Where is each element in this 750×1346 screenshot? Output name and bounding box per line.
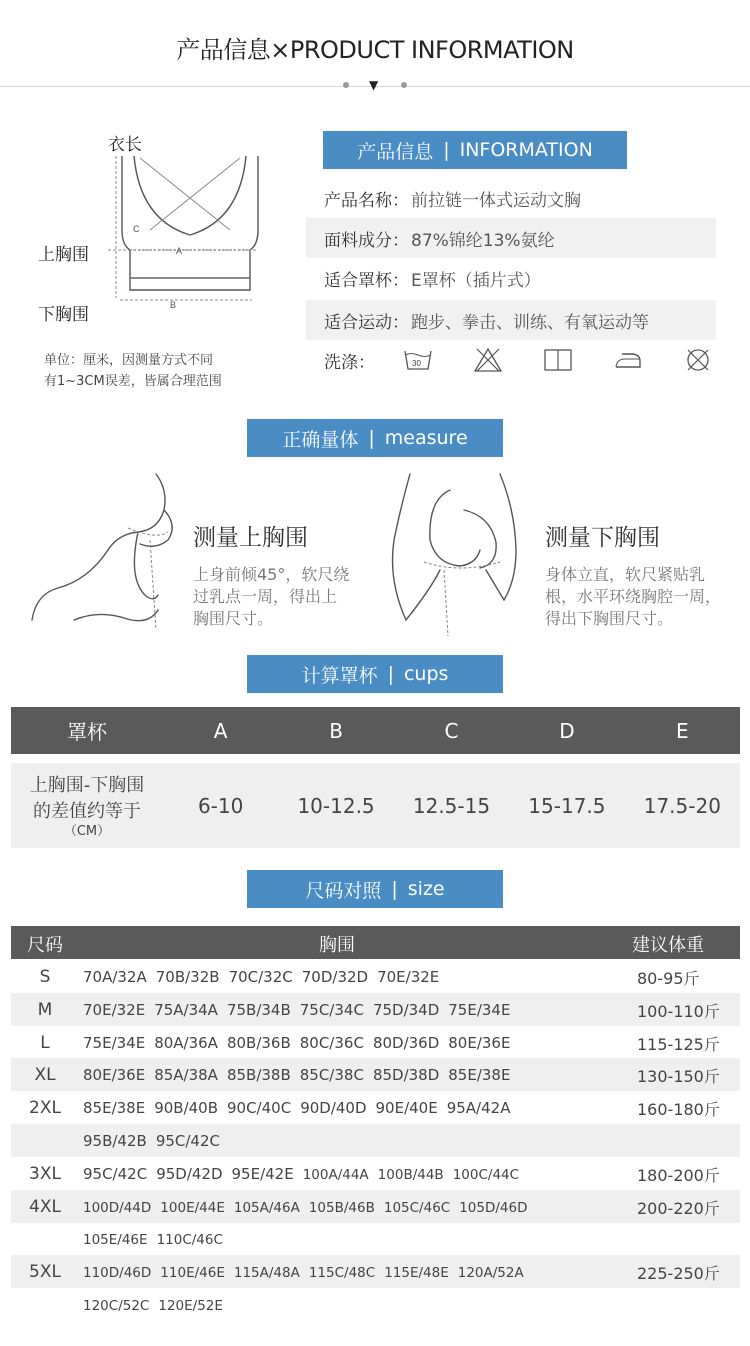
bust-size-value: 80D/36D	[372, 1033, 440, 1052]
diagram-letter-c: C	[133, 224, 140, 234]
table-row	[11, 993, 740, 1026]
bust-cell	[83, 1034, 519, 1052]
table-row	[11, 1222, 740, 1255]
information-tag: 产品信息 | INFORMATION	[323, 131, 627, 169]
upper-bust-illustration-icon	[28, 470, 188, 640]
bust-size-value: 70B/32B	[155, 968, 220, 986]
cup-row-label: 上胸围-下胸围 的差值约等于 （CM）	[29, 774, 145, 839]
bust-size-value: 70E/32E	[377, 968, 440, 986]
bust-cell	[83, 1001, 519, 1019]
cup-letter: D	[559, 718, 575, 743]
bust-size-value: 85B/38B	[226, 1066, 291, 1085]
upper-bust-description: 上身前倾45°，软尺绕 过乳点一周，得出上 胸围尺寸。	[193, 565, 350, 628]
cup-letter: E	[676, 718, 689, 743]
bust-size-value: 85D/38D	[372, 1066, 440, 1085]
wash-icons	[403, 347, 713, 373]
lower-bust-description: 身体立直，软尺紧贴乳 根，水平环绕胸腔一周， 得出下胸围尺寸。	[545, 565, 722, 628]
info-row-fabric: 面料成分： 87%锦纶13%氨纶	[306, 218, 716, 258]
lower-bust-illustration-icon	[380, 470, 530, 640]
cup-diff-value: 12.5-15	[412, 793, 491, 818]
bust-size-value: 95B/42B	[83, 1132, 147, 1150]
bust-cell	[83, 1132, 229, 1150]
weight-cell: 130-150斤	[637, 1067, 720, 1087]
bust-size-value: 80B/36B	[226, 1033, 291, 1052]
bust-size-value: 80E/36E	[448, 1033, 511, 1052]
table-row	[11, 960, 740, 993]
size-cell: S	[39, 967, 51, 987]
size-col-header: 尺码	[27, 935, 63, 956]
bust-size-value: 90D/40D	[300, 1099, 367, 1118]
bust-size-value: 95D/42D	[156, 1164, 223, 1183]
bust-size-value: 85C/38C	[299, 1066, 364, 1085]
upper-bust-label: 上胸围	[38, 245, 89, 265]
measure-tag: 正确量体 | measure	[247, 419, 503, 457]
bust-size-value: 85E/38E	[448, 1066, 511, 1085]
bust-size-value: 105B/46B	[308, 1199, 375, 1216]
bust-size-value: 110D/46D	[83, 1265, 152, 1282]
cup-table-row	[11, 763, 740, 848]
svg-text:30: 30	[412, 359, 421, 368]
size-tag: 尺码对照 | size	[247, 870, 503, 908]
page-title: 产品信息×PRODUCT INFORMATION	[176, 36, 574, 64]
unit-note: 单位：厘米，因测量方式不同 有1~3CM误差，皆属合理范围	[44, 353, 222, 389]
bust-size-value: 70C/32C	[228, 968, 293, 986]
info-row-wash: 洗涤： 30	[306, 340, 716, 380]
bust-size-value: 95C/42C	[83, 1164, 148, 1183]
bust-size-value: 80C/36C	[299, 1033, 364, 1052]
table-row	[11, 1157, 740, 1190]
bust-cell	[83, 1230, 232, 1248]
bust-cell	[83, 1165, 528, 1183]
weight-cell: 80-95斤	[637, 969, 700, 988]
table-row	[11, 1091, 740, 1124]
size-cell: XL	[34, 1065, 56, 1086]
bust-cell	[83, 968, 448, 986]
size-cell: 4XL	[29, 1196, 61, 1217]
bust-size-value: 95E/42E	[231, 1164, 294, 1183]
divider-dot	[343, 82, 349, 88]
bust-size-value: 110C/46C	[156, 1232, 223, 1249]
bust-cell	[83, 1263, 533, 1281]
cup-table-header	[11, 707, 740, 754]
bust-cell	[83, 1099, 519, 1117]
info-row-name: 产品名称： 前拉链一体式运动文胸	[324, 190, 581, 211]
length-label: 衣长	[108, 135, 142, 155]
diagram-letter-a: A	[176, 246, 183, 256]
bust-size-value: 105C/46C	[383, 1199, 451, 1216]
bust-size-value: 100C/44C	[452, 1166, 520, 1183]
size-cell: 3XL	[29, 1163, 61, 1184]
bust-size-value: 95A/42A	[446, 1099, 511, 1118]
weight-cell: 100-110斤	[637, 1001, 720, 1021]
table-row	[11, 1124, 740, 1157]
lower-bust-label: 下胸围	[38, 305, 89, 325]
tumble-dry-icon	[543, 347, 573, 373]
bust-size-value: 90E/40E	[375, 1099, 438, 1118]
cups-tag: 计算罩杯 | cups	[247, 655, 503, 693]
bra-diagram-icon	[100, 150, 260, 310]
bust-size-value: 70E/32E	[83, 1000, 146, 1019]
bust-size-value: 80A/36A	[154, 1033, 218, 1052]
table-row	[11, 1288, 740, 1321]
bust-size-value: 85E/38E	[83, 1099, 146, 1118]
bust-size-value: 70A/32A	[83, 968, 147, 986]
cup-letter: A	[213, 718, 228, 743]
bust-size-value: 115E/48E	[384, 1265, 449, 1282]
bust-size-value: 105E/46E	[83, 1232, 148, 1249]
cup-diff-value: 10-12.5	[297, 793, 375, 818]
bust-size-value: 95C/42C	[155, 1132, 220, 1150]
no-dry-clean-icon	[683, 347, 713, 373]
iron-icon	[613, 347, 643, 373]
table-row	[11, 1058, 740, 1091]
weight-cell: 115-125斤	[637, 1034, 720, 1054]
bust-size-value: 100E/44E	[160, 1199, 225, 1216]
cup-diff-value: 6-10	[197, 793, 244, 818]
divider-dot	[401, 82, 407, 88]
bust-size-value: 100D/44D	[83, 1199, 152, 1216]
bust-size-value: 105A/46A	[233, 1199, 300, 1216]
diagram-letter-b: B	[170, 300, 177, 310]
bust-size-value: 110E/46E	[160, 1265, 225, 1282]
upper-bust-title: 测量上胸围	[193, 525, 308, 551]
bust-cell	[83, 1066, 519, 1084]
bust-size-value: 75E/34E	[83, 1033, 146, 1052]
weight-cell: 160-180斤	[637, 1100, 720, 1120]
weight-cell: 180-200斤	[637, 1165, 720, 1185]
size-cell: L	[40, 1032, 50, 1053]
cup-head-label: 罩杯	[66, 720, 107, 744]
bust-size-value: 80E/36E	[83, 1066, 146, 1085]
bust-size-value: 115A/48A	[233, 1265, 300, 1282]
bust-size-value: 75E/34E	[448, 1000, 511, 1019]
table-row	[11, 1255, 740, 1288]
size-cell: 2XL	[29, 1098, 61, 1119]
down-arrow-icon: ▼	[369, 78, 379, 92]
bust-size-value: 120A/52A	[457, 1265, 524, 1282]
bust-size-value: 75D/34D	[372, 1000, 440, 1019]
bust-size-value: 75C/34C	[299, 1000, 364, 1019]
info-row-sport: 适合运动： 跑步、拳击、训练、有氧运动等	[306, 300, 716, 340]
bust-size-value: 70D/32D	[301, 968, 369, 986]
table-row	[11, 1190, 740, 1223]
bust-size-value: 120C/52C	[83, 1298, 150, 1314]
weight-col-header: 建议体重	[632, 935, 704, 956]
bust-size-value: 75A/34A	[154, 1000, 218, 1019]
bust-size-value: 75B/34B	[226, 1000, 291, 1019]
info-row-cup: 适合罩杯： E罩杯（插片式）	[324, 270, 541, 291]
lower-bust-title: 测量下胸围	[545, 525, 660, 551]
weight-cell: 200-220斤	[637, 1198, 720, 1218]
bust-size-value: 115C/48C	[308, 1265, 376, 1282]
size-table-header	[11, 926, 740, 959]
bust-size-value: 90B/40B	[154, 1099, 218, 1118]
bust-cell	[83, 1198, 537, 1216]
wash-30-icon	[403, 347, 433, 373]
bust-col-header: 胸围	[319, 935, 355, 956]
bust-size-value: 85A/38A	[154, 1066, 218, 1085]
cup-diff-value: 15-17.5	[528, 793, 606, 818]
cup-diff-value: 17.5-20	[643, 793, 721, 818]
weight-cell: 225-250斤	[637, 1264, 720, 1284]
bust-size-value: 100A/44A	[302, 1166, 369, 1183]
bust-cell	[83, 1296, 232, 1314]
cup-letter: C	[444, 718, 459, 743]
bust-size-value: 90C/40C	[227, 1099, 292, 1118]
size-cell: M	[37, 999, 53, 1020]
no-bleach-icon	[473, 347, 503, 373]
cup-letter: B	[329, 718, 343, 743]
bust-size-value: 100B/44B	[377, 1166, 444, 1183]
bust-size-value: 105D/46D	[459, 1199, 528, 1216]
table-row	[11, 1026, 740, 1059]
size-cell: 5XL	[29, 1262, 61, 1283]
bust-size-value: 120E/52E	[158, 1298, 223, 1314]
